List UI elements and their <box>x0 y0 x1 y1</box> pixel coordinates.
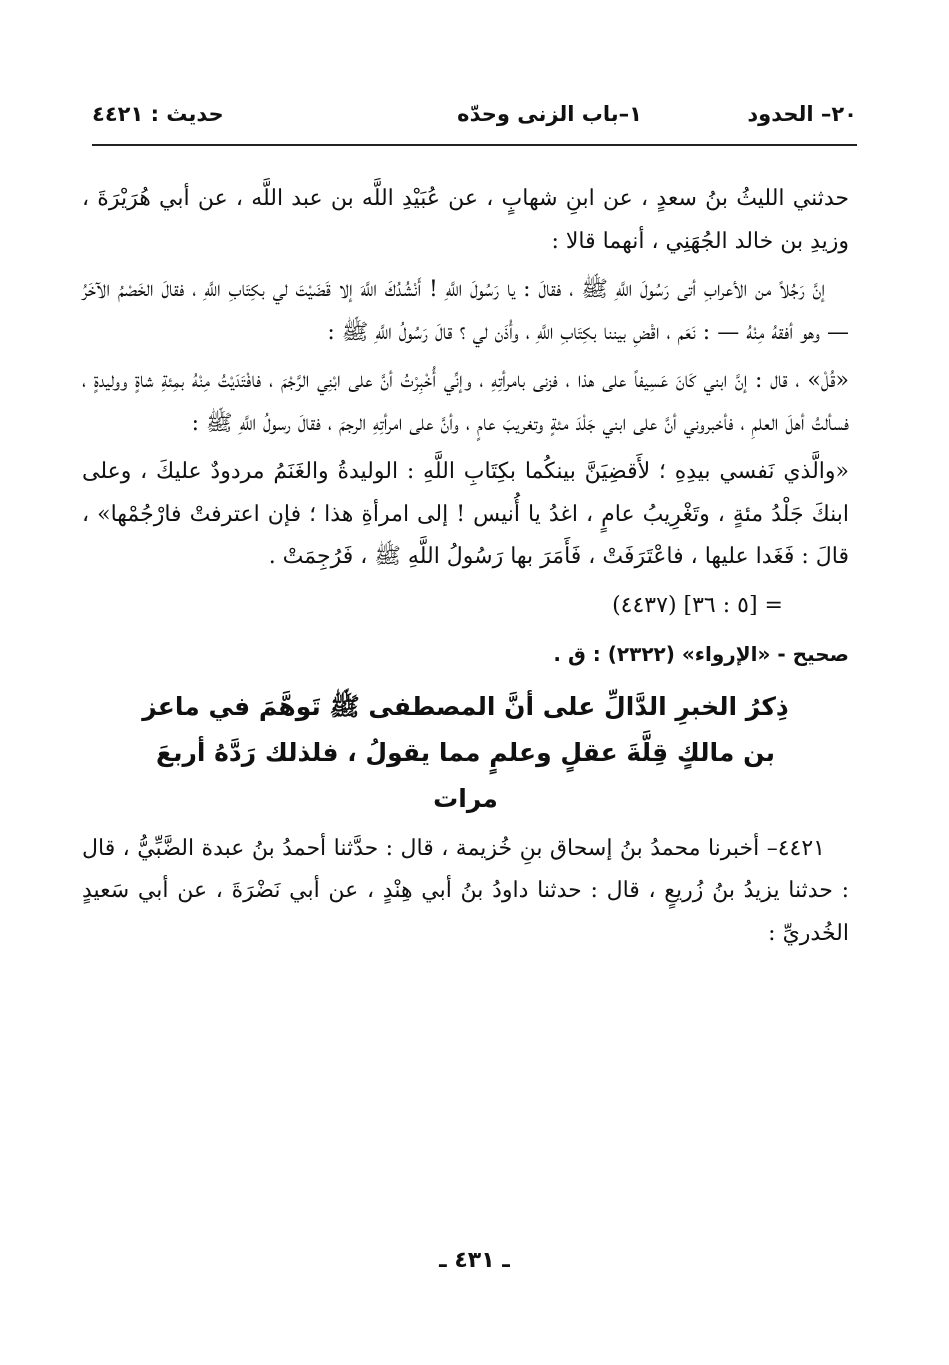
hadith-paragraph-2: «قُلْ» ، قال : إنَّ ابني كَانَ عَسِيفاً على هذا ، فزنى بامرأتِهِ ، وإنِّي أُخْبِرْتُ أنَّ على ابْنِي الرَّجْمَ ، فافْتَدَيْتُ مِنْهُ بمِئةِ شاةٍ ووليدةٍ ، فسألتُ أهلَ العلمِ ، فأخبروني أنَّ على ابني جَلْدَ مئةٍ وتغريبَ عامٍ ، وأنَّ على امرأتِهِ الرجمَ ، فقالَ رسولُ اللَّهِ ﷺ : <box>82 368 849 436</box>
section-bab-title: ١–باب الزنى وحدّه <box>457 102 642 126</box>
main-text <box>82 178 849 961</box>
running-header <box>92 92 857 142</box>
chapter-title: ٢٠– الحدود <box>747 102 857 126</box>
hadith-paragraph-1: إنَّ رَجُلاً من الأعرابِ أتى رَسُولَ اللَّهِ ﷺ ، فقالَ : يا رَسُولَ اللَّهِ ! أَنْشُدُكَ اللَّهَ إلا قَضَيْتَ لي بكِتَابِ اللَّهِ ، فقالَ الخَصْمُ الآخَرُ — وهو أفقهُ مِنْهُ — : نَعَم ، اقْضِ بيننا بكِتَابِ اللَّهِ ، وأْذَن لي ؟ قالَ رَسُولُ اللَّهِ ﷺ : <box>82 277 849 345</box>
next-hadith-paragraph: ٤٤٢١– أخبرنا محمدُ بنُ إسحاق بنِ خُزيمة ، قال : حدَّثنا أحمدُ بنُ عبدة الضَّبِّيُّ ، قال : حدثنا يزيدُ بنُ زُريعٍ ، قال : حدثنا داودُ بنُ أبي هِنْدٍ ، عن أبي نَضْرَةَ ، عن أبي سَعيدٍ الخُدريِّ : <box>82 835 849 946</box>
hadith-paragraph-3: «والَّذي نَفسي بيدِهِ ؛ لأَقضِيَنَّ بينكُما بكِتَابِ اللَّهِ : الوليدةُ والغَنَمُ مردودٌ عليكَ ، وعلى ابنكَ جَلْدُ مئةٍ ، وتَغْرِيبُ عامٍ ، اغدُ يا أُنيس ! إلى امرأةِ هذا ؛ فإن اعترفتْ فارْجُمْها» ، قالَ : فَغَدا عليها ، فاعْتَرَفَتْ ، فَأَمَرَ بها رَسُولُ اللَّهِ ﷺ ، فَرُجِمَتْ . <box>82 459 849 569</box>
cross-reference: = [٥ : ٣٦] (٤٤٣٧) <box>612 592 783 618</box>
hadith-grading: صحيح - «الإرواء» (٢٣٢٢) : ق . <box>553 642 849 666</box>
isnad-paragraph: حدثني الليثُ بنُ سعدٍ ، عن ابنِ شهابٍ ، عن عُبَيْدِ اللَّه بن عبد اللَّه ، عن أبي هُرَيْرَةَ ، وزيدِ بن خالد الجُهَنِي ، أنهما قالا : <box>82 186 849 254</box>
page-number: ـ ٤٣١ ـ <box>439 1248 510 1273</box>
hadith-number-ref: حديث : ٤٤٢١ <box>92 102 224 126</box>
header-divider <box>92 144 857 146</box>
section-heading: ذِكرُ الخبرِ الدَّالِّ على أنَّ المصطفى ﷺ تَوهَّمَ في ماعز بن مالكٍ قِلَّةَ عقلٍ وعلمٍ مما يقولُ ، فلذلك رَدَّهُ أربعَ مرات <box>142 691 789 813</box>
